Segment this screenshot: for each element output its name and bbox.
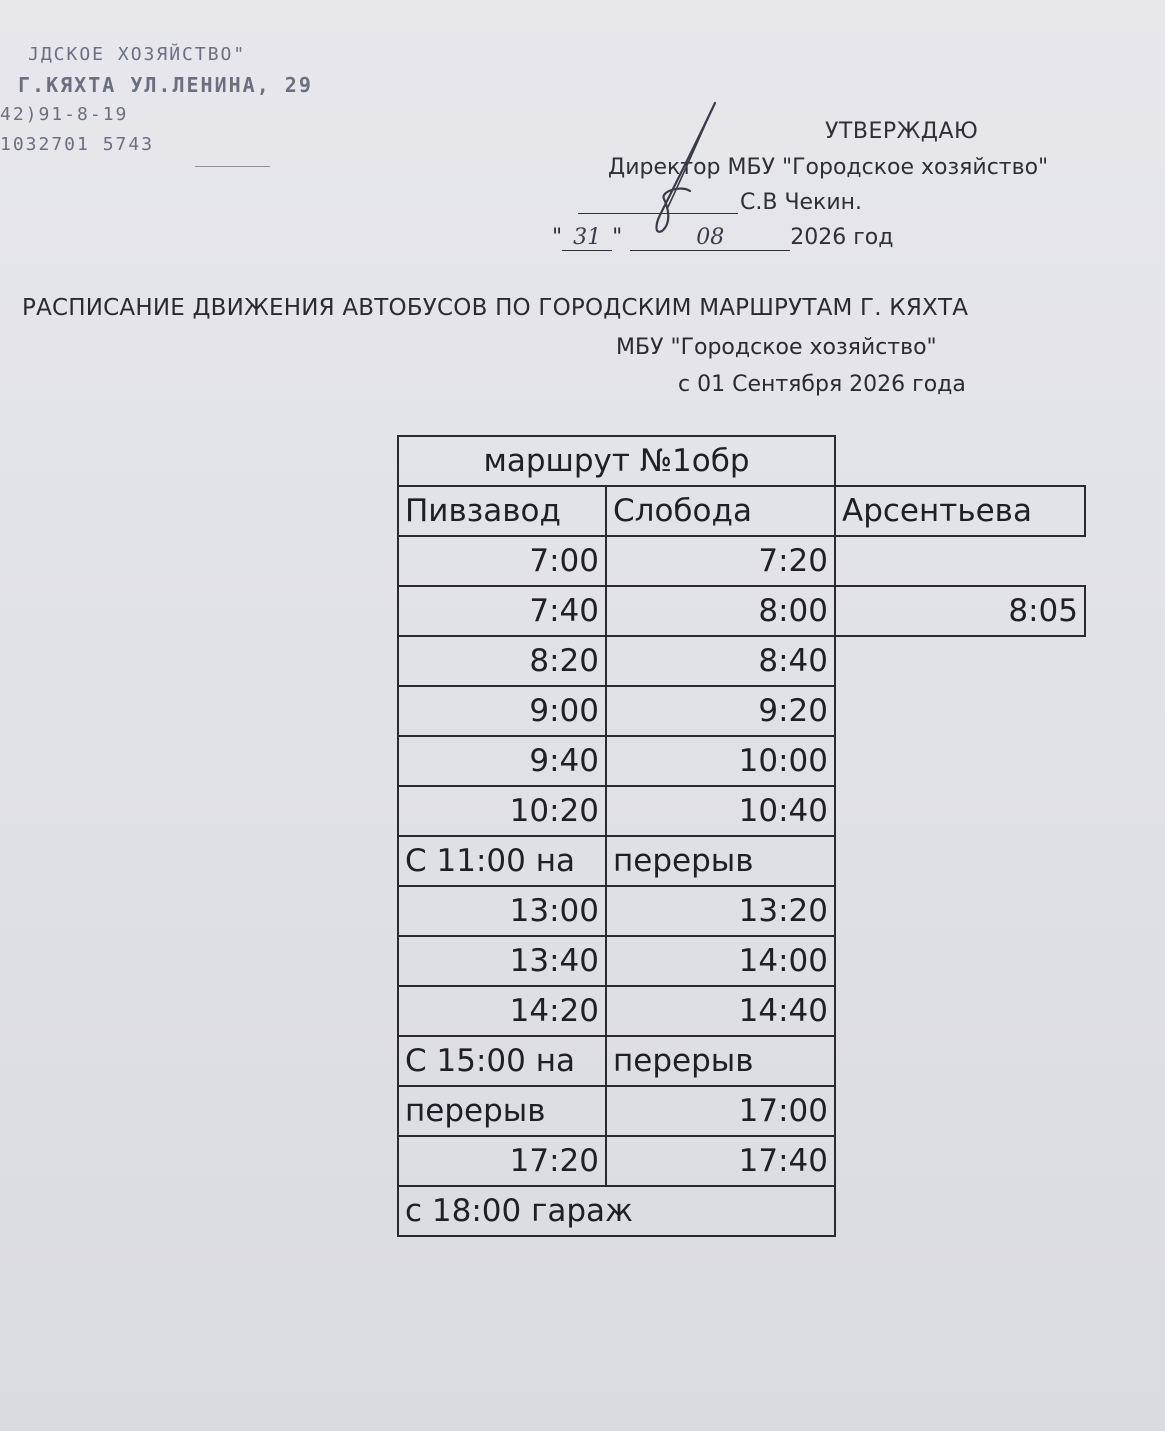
date-month: 08 [630,225,790,251]
approval-title: УТВЕРЖДАЮ [825,119,979,144]
table-cell: 9:20 [605,685,836,737]
table-cell: 7:40 [397,585,607,637]
table-cell: 8:20 [397,635,607,687]
table-cell: 7:00 [397,535,607,587]
approval-name: С.В Чекин. [740,190,863,215]
column-header-sloboda: Слобода [605,485,836,537]
table-cell: 13:40 [397,935,607,987]
table-cell: 10:40 [605,785,836,837]
table-cell: 10:20 [397,785,607,837]
stamp-line-phone: 42)91-8-19 [0,104,129,125]
route-header: маршрут №1обр [397,435,836,487]
table-cell: 9:00 [397,685,607,737]
table-cell: 17:40 [605,1135,836,1187]
table-cell: С 11:00 на [397,835,607,887]
table-cell: 17:00 [605,1085,836,1137]
column-header-pivzavod: Пивзавод [397,485,607,537]
table-cell: 8:00 [605,585,836,637]
approval-date: " 31 " 08 2026 год [552,225,894,250]
approval-position: Директор МБУ "Городское хозяйство" [608,155,1049,180]
table-cell: 7:20 [605,535,836,587]
table-footer: с 18:00 гараж [397,1185,836,1237]
organization-stamp [0,40,313,167]
document-organization: МБУ "Городское хозяйство" [616,335,937,360]
table-cell: 9:40 [397,735,607,787]
stamp-line-address: Г.КЯХТА УЛ.ЛЕНИНА, 29 [18,73,313,97]
date-day: 31 [562,225,612,251]
stamp-line-name: ЈДСКОЕ ХОЗЯЙСТВО" [28,44,247,65]
table-cell: перерыв [605,1035,836,1087]
table-cell: перерыв [397,1085,607,1137]
table-cell: 8:40 [605,635,836,687]
date-year: 2026 год [790,225,894,250]
table-cell: 10:00 [605,735,836,787]
stamp-underline [195,160,270,167]
table-cell: 14:20 [397,985,607,1037]
signature-line [578,213,738,214]
table-cell: 17:20 [397,1135,607,1187]
document-title: РАСПИСАНИЕ ДВИЖЕНИЯ АВТОБУСОВ ПО ГОРОДСКИМ МАРШРУТАМ Г. КЯХТА [22,295,969,321]
table-cell: перерыв [605,835,836,887]
table-cell: 8:05 [834,585,1086,637]
table-cell: С 15:00 на [397,1035,607,1087]
stamp-line-code: 1032701 5743 [0,134,155,155]
document-effective-date: с 01 Сентября 2026 года [678,372,966,397]
table-cell: 13:20 [605,885,836,937]
table-cell: 14:40 [605,985,836,1037]
table-cell: 14:00 [605,935,836,987]
column-header-arsentyeva: Арсентьева [834,485,1086,537]
table-cell: 13:00 [397,885,607,937]
